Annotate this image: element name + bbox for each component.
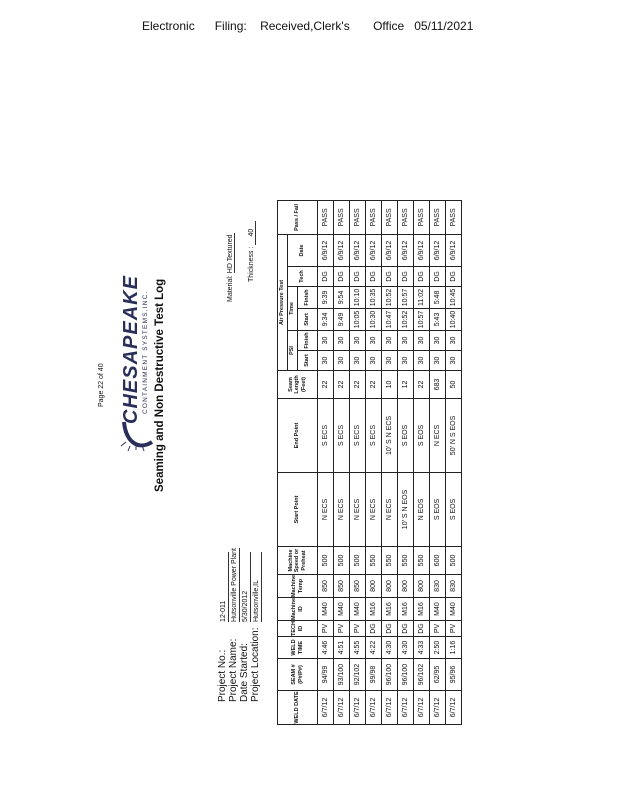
cell-psi-finish: 30 — [382, 330, 398, 350]
cell-tech: PV — [350, 621, 366, 637]
table-row — [350, 200, 366, 724]
cell-weld-date: 6/7/12 — [430, 691, 446, 725]
cell-machine: M16 — [382, 597, 398, 620]
cell-temp: 800 — [398, 574, 414, 597]
cell-weld-date: 6/7/12 — [350, 691, 366, 725]
cell-date: 6/9/12 — [350, 234, 366, 266]
cell-seam: 62/95 — [430, 659, 446, 691]
cell-weld-date: 6/7/12 — [366, 691, 382, 725]
cell-t-start: 10:05 — [350, 308, 366, 330]
cell-t-start: 9:49 — [334, 308, 350, 330]
cell-time: 4:33 — [414, 637, 430, 659]
cell-temp: 830 — [446, 574, 462, 597]
cell-seam: 96/100 — [382, 659, 398, 691]
cell-t-start: 10:47 — [382, 308, 398, 330]
cell-length: 22 — [414, 370, 430, 398]
cell-result: PASS — [398, 200, 414, 234]
cell-air-tech: DG — [446, 266, 462, 286]
cell-t-finish: 10:35 — [366, 286, 382, 308]
cell-air-tech: DG — [366, 266, 382, 286]
page-number: Page 22 of 40 — [98, 363, 105, 407]
cell-start-point: N EOS — [414, 472, 430, 546]
thickness-value: 40 — [248, 221, 256, 245]
cell-start-point: S EOS — [430, 472, 446, 546]
header-end-point: End Point — [278, 398, 318, 472]
cell-speed: 550 — [414, 546, 430, 574]
page-title: Seaming and Non Destructive Test Log — [154, 278, 166, 492]
cell-time: 4:51 — [334, 637, 350, 659]
header-psi-finish: Finish — [298, 330, 318, 350]
cell-start-point: N ECS — [366, 472, 382, 546]
cell-psi-start: 30 — [318, 350, 334, 370]
header-machine-id: Machine ID — [278, 597, 318, 620]
header-seam-length: Seam Length (Feet) — [278, 370, 318, 398]
cell-temp: 800 — [366, 574, 382, 597]
cell-end-point: S EOS — [414, 398, 430, 472]
cell-t-finish: 10:57 — [398, 286, 414, 308]
cell-temp: 850 — [318, 574, 334, 597]
header-time-finish: Finish — [298, 286, 318, 308]
cell-seam: 92/102 — [350, 659, 366, 691]
material-field — [227, 233, 235, 302]
cell-seam: 95/96 — [446, 659, 462, 691]
cell-t-start: 10:40 — [446, 308, 462, 330]
table-row — [446, 200, 462, 724]
cell-end-point: N ECS — [430, 398, 446, 472]
material-label: Material: — [227, 275, 234, 302]
cell-end-point: S ECS — [366, 398, 382, 472]
table-row — [430, 200, 446, 724]
cell-weld-date: 6/7/12 — [318, 691, 334, 725]
cell-psi-start: 30 — [446, 350, 462, 370]
cell-end-point: S EOS — [398, 398, 414, 472]
cell-date: 6/9/12 — [366, 234, 382, 266]
cell-time: 4:22 — [366, 637, 382, 659]
cell-psi-start: 30 — [430, 350, 446, 370]
cell-psi-start: 30 — [398, 350, 414, 370]
cell-air-tech: DG — [398, 266, 414, 286]
table-row — [366, 200, 382, 724]
project-no-value: 12-011 — [219, 552, 229, 622]
logo-wordmark: CHESAPEAKE — [120, 275, 142, 424]
header-tech: Tech — [288, 266, 318, 286]
cell-psi-finish: 30 — [318, 330, 334, 350]
cell-speed: 500 — [334, 546, 350, 574]
cell-speed: 550 — [398, 546, 414, 574]
cell-end-point: 50' N S EOS — [446, 398, 462, 472]
cell-time: 2:50 — [430, 637, 446, 659]
cell-air-tech: DG — [382, 266, 398, 286]
header-psi-start: Start — [298, 350, 318, 370]
filing-stamp — [142, 19, 473, 33]
cell-psi-start: 30 — [382, 350, 398, 370]
header-machine-temp: Machine Temp — [278, 574, 318, 597]
stamp-received: Received,Clerk's — [260, 19, 350, 33]
cell-psi-finish: 30 — [334, 330, 350, 350]
cell-weld-date: 6/7/12 — [398, 691, 414, 725]
header-machine-speed: Machine Speed or Preheat — [278, 546, 318, 574]
header-psi: PSI — [288, 330, 298, 370]
cell-psi-start: 30 — [334, 350, 350, 370]
cell-time: 4:55 — [350, 637, 366, 659]
cell-t-start: 9:34 — [318, 308, 334, 330]
cell-t-start: 10:57 — [414, 308, 430, 330]
cell-machine: M40 — [430, 597, 446, 620]
cell-speed: 550 — [366, 546, 382, 574]
cell-seam: 96/100 — [398, 659, 414, 691]
material-value: HD Textured — [227, 234, 234, 274]
cell-temp: 830 — [430, 574, 446, 597]
cell-psi-finish: 30 — [430, 330, 446, 350]
cell-machine: M40 — [318, 597, 334, 620]
stamp-filing: Filing: — [214, 19, 247, 33]
cell-speed: 500 — [318, 546, 334, 574]
cell-seam: 96/102 — [414, 659, 430, 691]
cell-date: 6/9/12 — [430, 234, 446, 266]
cell-weld-date: 6/7/12 — [334, 691, 350, 725]
cell-tech: PV — [334, 621, 350, 637]
header-time-start: Start — [298, 308, 318, 330]
cell-machine: M16 — [398, 597, 414, 620]
cell-result: PASS — [382, 200, 398, 234]
cell-weld-date: 6/7/12 — [414, 691, 430, 725]
rotated-document — [92, 52, 572, 752]
date-started-value: 5/30/2012 — [241, 552, 251, 622]
cell-length: 12 — [398, 370, 414, 398]
logo-tagline: CONTAINMENT SYSTEMS,INC. — [142, 290, 149, 414]
cell-speed: 500 — [446, 546, 462, 574]
seam-log-table — [277, 200, 462, 725]
cell-end-point: 10' S N ECS — [382, 398, 398, 472]
cell-start-point: N ECS — [318, 472, 334, 546]
cell-psi-start: 30 — [366, 350, 382, 370]
cell-length: 22 — [350, 370, 366, 398]
cell-temp: 800 — [414, 574, 430, 597]
cell-date: 6/9/12 — [334, 234, 350, 266]
cell-temp: 850 — [350, 574, 366, 597]
cell-date: 6/9/12 — [446, 234, 462, 266]
cell-psi-finish: 30 — [398, 330, 414, 350]
cell-start-point: 10' S N EOS — [398, 472, 414, 546]
cell-time: 4:30 — [398, 637, 414, 659]
cell-time: 4:30 — [382, 637, 398, 659]
cell-seam: 99/98 — [366, 659, 382, 691]
cell-tech: PV — [318, 621, 334, 637]
cell-machine: M40 — [350, 597, 366, 620]
cell-date: 6/9/12 — [382, 234, 398, 266]
cell-length: 683 — [430, 370, 446, 398]
cell-length: 22 — [366, 370, 382, 398]
header-weld-time: WELD TIME — [278, 637, 318, 659]
thickness-field — [248, 221, 256, 282]
cell-tech: DG — [414, 621, 430, 637]
cell-tech: DG — [398, 621, 414, 637]
cell-machine: M40 — [446, 597, 462, 620]
cell-psi-finish: 30 — [446, 330, 462, 350]
cell-date: 6/9/12 — [414, 234, 430, 266]
cell-length: 50 — [446, 370, 462, 398]
cell-temp: 800 — [382, 574, 398, 597]
stamp-electronic: Electronic — [142, 19, 195, 33]
cell-end-point: S ECS — [318, 398, 334, 472]
cell-start-point: N ECS — [382, 472, 398, 546]
cell-t-finish: 10:45 — [446, 286, 462, 308]
cell-end-point: S ECS — [350, 398, 366, 472]
cell-t-finish: 10:52 — [382, 286, 398, 308]
cell-start-point: N ECS — [334, 472, 350, 546]
cell-machine: M40 — [334, 597, 350, 620]
header-date: Date — [288, 234, 318, 266]
cell-tech: DG — [366, 621, 382, 637]
cell-result: PASS — [446, 200, 462, 234]
date-started-label: Date Started: — [239, 643, 250, 702]
header-tech-id: TECH ID — [278, 621, 318, 637]
cell-air-tech: DG — [334, 266, 350, 286]
cell-end-point: S ECS — [334, 398, 350, 472]
cell-air-tech: DG — [318, 266, 334, 286]
stamp-date: 05/11/2021 — [414, 19, 474, 33]
cell-t-finish: 10:10 — [350, 286, 366, 308]
header-pass-fail: Pass / Fail — [278, 200, 318, 234]
cell-t-start: 10:52 — [398, 308, 414, 330]
cell-tech: DG — [382, 621, 398, 637]
table-row — [318, 200, 334, 724]
table-row — [334, 200, 350, 724]
header-air-pressure-test: Air Pressure Test — [278, 234, 288, 370]
cell-length: 10 — [382, 370, 398, 398]
cell-temp: 850 — [334, 574, 350, 597]
cell-start-point: N ECS — [350, 472, 366, 546]
cell-result: PASS — [366, 200, 382, 234]
cell-psi-start: 30 — [350, 350, 366, 370]
cell-air-tech: DG — [430, 266, 446, 286]
cell-result: PASS — [430, 200, 446, 234]
table-row — [414, 200, 430, 724]
project-no-label: Project No.: — [217, 649, 228, 702]
table-row — [398, 200, 414, 724]
cell-tech: PV — [430, 621, 446, 637]
cell-t-finish: 5:48 — [430, 286, 446, 308]
cell-machine: M16 — [414, 597, 430, 620]
cell-psi-start: 30 — [414, 350, 430, 370]
cell-weld-date: 6/7/12 — [382, 691, 398, 725]
cell-date: 6/9/12 — [318, 234, 334, 266]
cell-result: PASS — [334, 200, 350, 234]
project-info — [217, 548, 261, 702]
cell-seam: 94/99 — [318, 659, 334, 691]
cell-machine: M16 — [366, 597, 382, 620]
cell-result: PASS — [318, 200, 334, 234]
cell-result: PASS — [414, 200, 430, 234]
cell-t-finish: 9:54 — [334, 286, 350, 308]
project-location-value: Hutsonville,IL — [252, 552, 262, 622]
project-location-label: Project Location: — [250, 627, 261, 702]
header-start-point: Start Point — [278, 472, 318, 546]
cell-psi-finish: 30 — [366, 330, 382, 350]
cell-psi-finish: 30 — [414, 330, 430, 350]
cell-t-start: 5:43 — [430, 308, 446, 330]
cell-time: 4:46 — [318, 637, 334, 659]
thickness-label: Thickness : — [248, 246, 255, 282]
header-weld-date: WELD DATE — [278, 691, 318, 725]
cell-time: 1:16 — [446, 637, 462, 659]
cell-air-tech: DG — [414, 266, 430, 286]
cell-psi-finish: 30 — [350, 330, 366, 350]
stamp-office: Office — [373, 19, 405, 33]
cell-t-finish: 11:02 — [414, 286, 430, 308]
cell-tech: PV — [446, 621, 462, 637]
cell-length: 22 — [318, 370, 334, 398]
cell-result: PASS — [350, 200, 366, 234]
header-seam-no: SEAM # (P#/P#) — [278, 659, 318, 691]
table-row — [382, 200, 398, 724]
cell-seam: 93/100 — [334, 659, 350, 691]
cell-t-start: 10:30 — [366, 308, 382, 330]
cell-start-point: S EOS — [446, 472, 462, 546]
project-name-label: Project Name: — [228, 638, 239, 702]
cell-t-finish: 9:39 — [318, 286, 334, 308]
cell-weld-date: 6/7/12 — [446, 691, 462, 725]
cell-speed: 600 — [430, 546, 446, 574]
cell-speed: 550 — [382, 546, 398, 574]
project-name-value: Hutsonville Power Plant — [231, 548, 238, 622]
header-time: Time — [288, 286, 298, 330]
cell-air-tech: DG — [350, 266, 366, 286]
cell-speed: 500 — [350, 546, 366, 574]
cell-date: 6/9/12 — [398, 234, 414, 266]
cell-length: 22 — [334, 370, 350, 398]
